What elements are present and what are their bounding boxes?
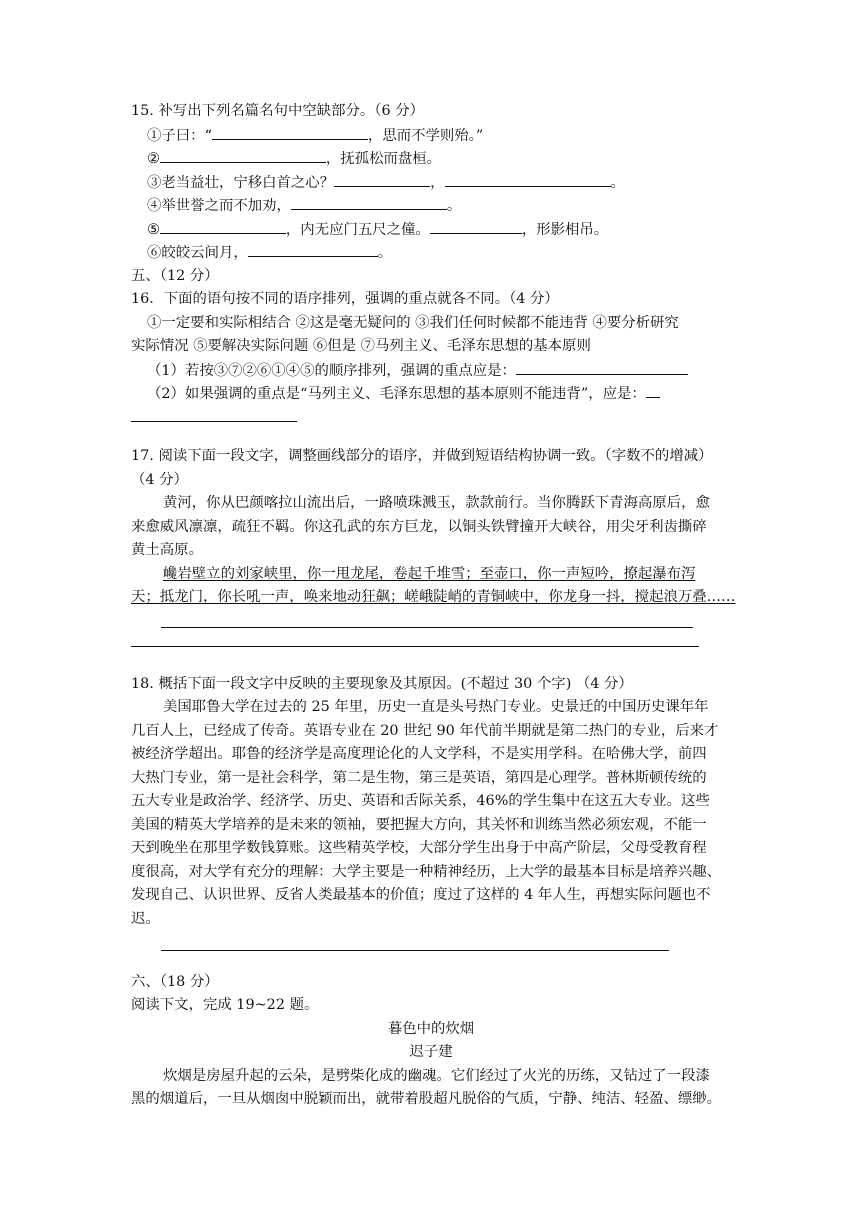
spacer (131, 955, 731, 971)
q15-item-2: ② ，抚孤松而盘桓。 (131, 147, 731, 171)
q17-underlined-line: 天；抵龙门，你长吼一声，唤来地动狂飙；嵯峨陡峭的青铜峡中，你龙身一抖，搅起浪万叠…… (131, 589, 736, 605)
q15-item-1: ①子曰：“ ，思而不学则殆。” (131, 124, 731, 148)
q18-title: 18. 概括下面一段文字中反映的主要现象及其原因。(不超过 30 个字) （4 分） (131, 675, 633, 692)
q17-answer-area (131, 610, 731, 634)
q15-title: 15. 补写出下列名篇名句中空缺部分。（6 分） (131, 103, 425, 119)
q17-passage-line: 黄河，你从巴颜喀拉山流出后，一路喷珠溅玉，款款前行。当你腾跃下青海高原后，愈 (163, 495, 710, 511)
q16-sub-2: （2）如果强调的重点是“马列主义、毛泽东思想的基本原则不能违背”，应是： (131, 382, 731, 406)
answer-blank[interactable] (131, 406, 297, 422)
essay-line: 黑的烟道后，一旦从烟囱中脱颖而出，就带着股超凡脱俗的气质，宁静、纯洁、轻盈、缥缈。 (131, 1091, 722, 1107)
q17-passage-line: 黄土高原。 (131, 542, 203, 558)
q17-underlined-line: 巉岩壁立的刘家峡里，你一甩龙尾，卷起千堆雪；至壶口，你一声短吟，撩起瀑布泻 (163, 565, 696, 582)
q17-title: 17. 阅读下面一段文字，调整画线部分的语序，并做到短语结构协调一致。（字数不的增减） (131, 448, 713, 464)
q18-passage-line: 被经济学超出。耶鲁的经济学是高度理论化的人文学科，不是实用学科。在哈佛大学，前四 (131, 746, 707, 762)
q18-passage-line: 大热门专业，第一是社会科学，第二是生物，第三是英语，第四是心理学。普林斯顿传统的 (131, 769, 707, 786)
section-5-heading: 五、（12 分） (131, 267, 219, 284)
spacer (131, 429, 731, 445)
answer-blank[interactable] (212, 124, 368, 140)
q15-item-5: ⑤ ，内无应门五尺之僮。 ，形影相吊。 (131, 218, 731, 242)
essay-line: 炊烟是房屋升起的云朵，是劈柴化成的幽魂。它们经过了火光的历练，又钻过了一段漆 (163, 1067, 710, 1084)
q15-item-3: ③老当益壮，宁移白首之心？ ， 。 (131, 171, 731, 195)
q18-answer-area (131, 931, 731, 955)
answer-blank[interactable] (291, 194, 447, 210)
q18-passage-line: 度很高，对大学有充分的理解：大学主要是一种精神经历，上大学的最基本目标是培养兴趣、 (131, 863, 722, 880)
answer-blank[interactable] (445, 171, 611, 187)
q18-passage-line: 美国的精英大学培养的是未来的领袖，要把握大方向，其关怀和训练当然必须宏观，不能一 (131, 816, 707, 833)
answer-rule[interactable] (161, 626, 693, 628)
answer-rule[interactable] (131, 645, 699, 647)
q16-answer-line (131, 406, 731, 430)
answer-blank[interactable] (248, 241, 378, 257)
spacer (131, 657, 731, 673)
exam-page (131, 100, 736, 1112)
q15-item-6: ⑥皎皎云间月， 。 (131, 241, 731, 265)
answer-blank[interactable] (646, 382, 660, 398)
q18-passage-line: 美国耶鲁大学在过去的 25 年里，历史一直是头号热门专业。史景迁的中国历史课年年 (163, 699, 709, 715)
q17-passage-line: 来愈威风凛凛，疏狂不羁。你这孔武的东方巨龙，以铜头铁臂撞开大峡谷，用尖牙利齿撕碎 (131, 518, 707, 535)
q18-passage-line: 几百人上，已经成了传奇。英语专业在 20 世纪 90 年代前半期就是第二热门的专业，后来才 (131, 722, 719, 739)
reading-intro: 阅读下文，完成 19~22 题。 (131, 997, 319, 1013)
answer-blank[interactable] (160, 218, 286, 234)
essay-author: 迟子建 (409, 1044, 453, 1060)
answer-blank[interactable] (430, 218, 522, 234)
q17-score: （4 分） (131, 471, 188, 488)
q18-passage-line: 天到晚坐在那里学数钱算账。这些精英学校，大部分学生出身于中高产阶层，父母受教育程 (131, 840, 707, 856)
q16-sub-1: （1）若按③⑦②⑥①④⑤的顺序排列，强调的重点应是： (131, 359, 731, 383)
q15-item-4: ④举世誉之而不加劝， 。 (131, 194, 731, 218)
answer-blank[interactable] (516, 359, 688, 375)
q16-title: 16．下面的语句按不同的语序排列，强调的重点就各不同。（4 分） (131, 291, 559, 307)
q18-passage-line: 五大专业是政治学、经济学、历史、英语和舌际关系，46%的学生集中在这五大专业。这些 (131, 793, 710, 809)
q18-passage-line: 发现自己、认识世界、反省人类最基本的价值；度过了这样的 4 年人生，再想实际问题也不 (131, 887, 711, 903)
q16-options-line-1: ①一定要和实际相结合 ②这是毫无疑问的 ③我们任何时候都不能违背 ④要分析研究 (147, 314, 679, 331)
section-6-heading: 六、（18 分） (131, 973, 219, 990)
q17-answer-area (131, 633, 731, 657)
answer-blank[interactable] (160, 147, 326, 163)
essay-title: 暮色中的炊烟 (387, 1020, 475, 1037)
answer-rule[interactable] (161, 949, 669, 951)
q18-passage-line: 迟。 (131, 910, 160, 927)
q16-options-line-2: 实际情况 ⑤要解决实际问题 ⑥但是 ⑦马列主义、毛泽东思想的基本原则 (131, 338, 591, 354)
answer-blank[interactable] (334, 171, 430, 187)
